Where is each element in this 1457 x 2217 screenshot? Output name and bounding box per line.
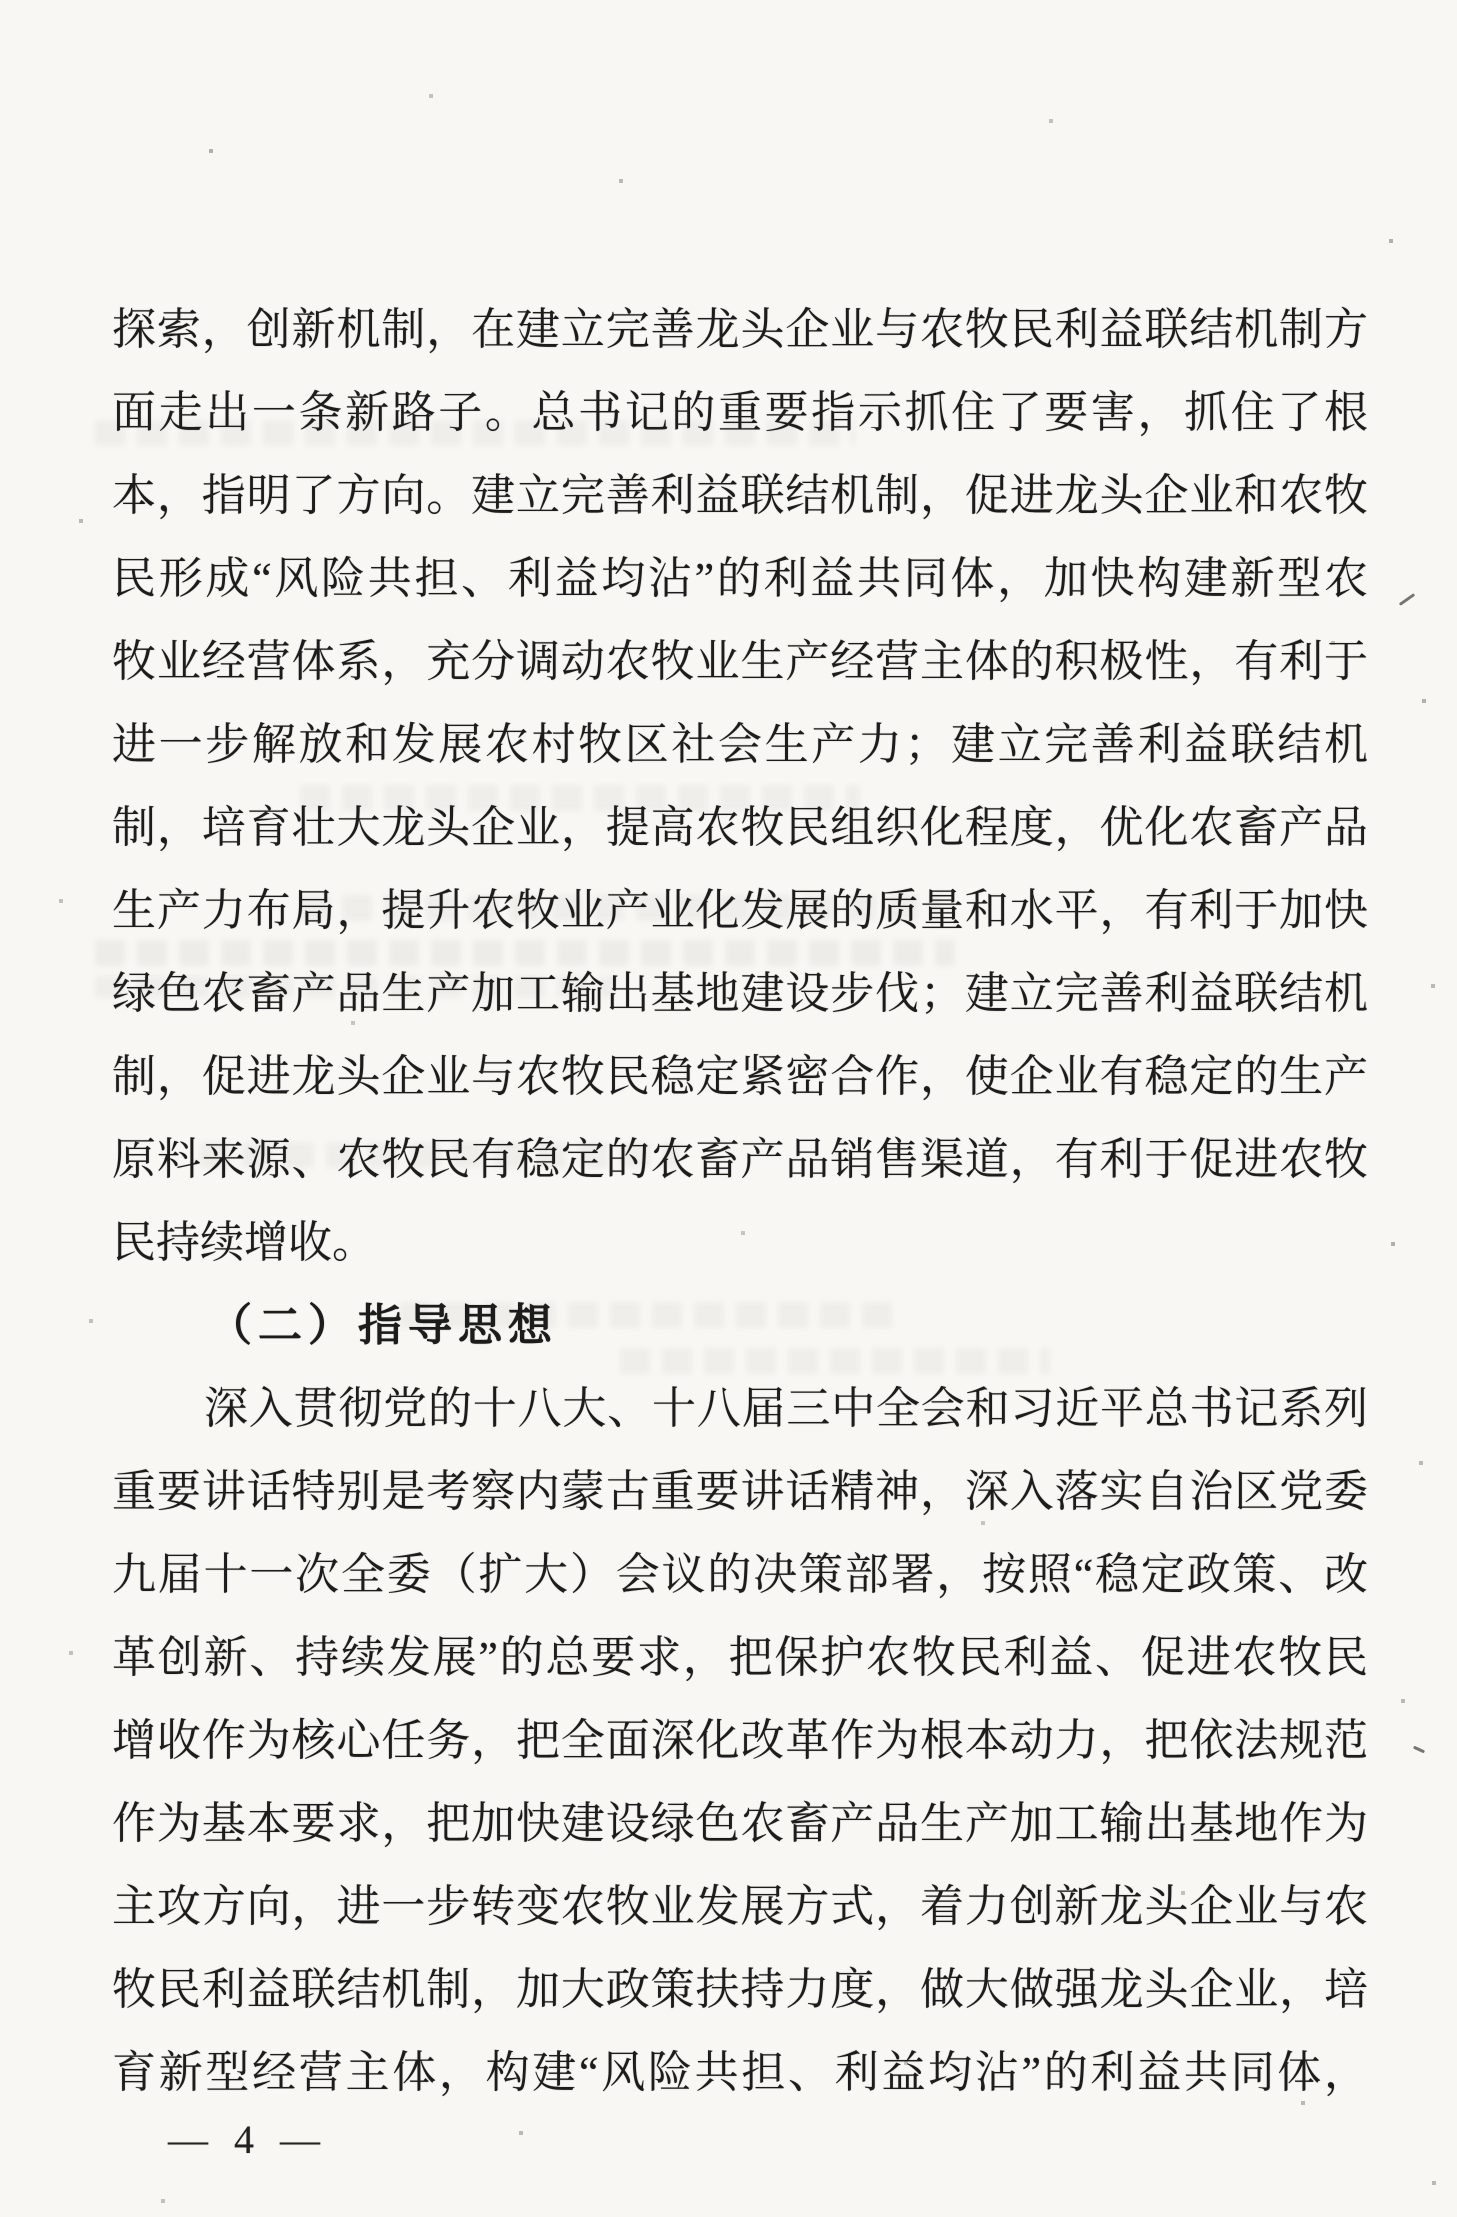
scan-noise-specks [0, 0, 2, 2]
text-line: 九届十一次全委（扩大）会议的决策部署，按照“稳定政策、改 [112, 1550, 1368, 1599]
text-line: 制，促进龙头企业与农牧民稳定紧密合作，使企业有稳定的生产 [112, 1052, 1368, 1101]
text-line: 主攻方向，进一步转变农牧业发展方式，着力创新龙头企业与农 [112, 1882, 1368, 1931]
text-line: 进一步解放和发展农村牧区社会生产力；建立完善利益联结机 [112, 720, 1368, 769]
text-line: 深入贯彻党的十八大、十八届三中全会和习近平总书记系列 [204, 1384, 1368, 1433]
text-line: 本，指明了方向。建立完善利益联结机制，促进龙头企业和农牧 [112, 471, 1368, 520]
text-line: 革创新、持续发展”的总要求，把保护农牧民利益、促进农牧民 [112, 1633, 1368, 1682]
text-line: 增收作为核心任务，把全面深化改革作为根本动力，把依法规范 [112, 1716, 1368, 1765]
text-line: 生产力布局，提升农牧业产业化发展的质量和水平，有利于加快 [112, 886, 1368, 935]
text-line: 制，培育壮大龙头企业，提高农牧民组织化程度，优化农畜产品 [112, 803, 1368, 852]
text-line: 原料来源、农牧民有稳定的农畜产品销售渠道，有利于促进农牧 [112, 1135, 1368, 1184]
text-block [112, 288, 1368, 2114]
text-line: 民持续增收。 [112, 1218, 376, 1267]
text-line: 牧业经营体系，充分调动农牧业生产经营主体的积极性，有利于 [112, 637, 1368, 686]
text-line: 育新型经营主体，构建“风险共担、利益均沾”的利益共同体， [112, 2048, 1368, 2097]
margin-pen-mark [1413, 1746, 1425, 1754]
text-line: 绿色农畜产品生产加工输出基地建设步伐；建立完善利益联结机 [112, 969, 1368, 1018]
section-heading: （二）指导思想 [208, 1301, 558, 1350]
margin-pen-mark [1399, 593, 1415, 606]
text-line: 探索，创新机制，在建立完善龙头企业与农牧民利益联结机制方 [112, 305, 1368, 354]
text-line: 面走出一条新路子。总书记的重要指示抓住了要害，抓住了根 [112, 388, 1368, 437]
text-line: 重要讲话特别是考察内蒙古重要讲话精神，深入落实自治区党委 [112, 1467, 1368, 1516]
text-line: 民形成“风险共担、利益均沾”的利益共同体，加快构建新型农 [112, 554, 1368, 603]
text-line: 作为基本要求，把加快建设绿色农畜产品生产加工输出基地作为 [112, 1799, 1368, 1848]
text-line: 牧民利益联结机制，加大政策扶持力度，做大做强龙头企业，培 [112, 1965, 1368, 2014]
page-number: — 4 — [168, 2117, 320, 2162]
